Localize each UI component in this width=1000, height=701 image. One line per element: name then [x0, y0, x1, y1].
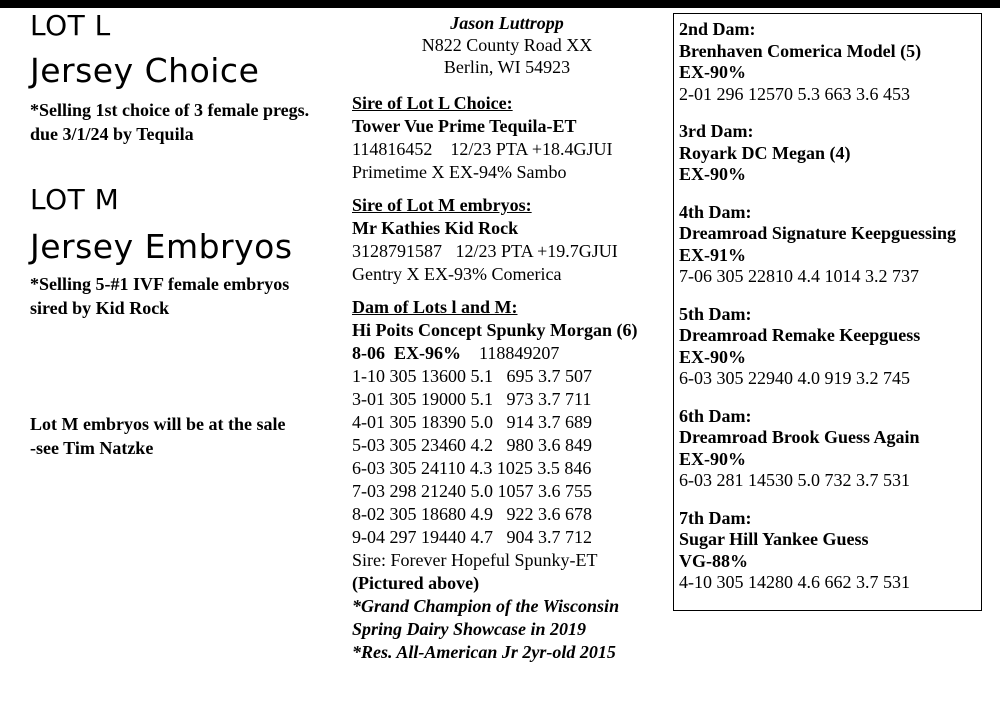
fifth-dam [679, 304, 976, 390]
sire-m-heading: Sire of Lot M embryos: [352, 195, 532, 215]
sire-l-pedigree: Primetime X EX-94% Sambo [352, 162, 567, 182]
dam-label: 7th Dam: [679, 507, 752, 528]
dam-score: EX-90% [679, 164, 746, 184]
sire-l-reg: 114816452 12/23 PTA +18.4GJUI [352, 139, 613, 159]
dam-sire: Sire: Forever Hopeful Spunky-ET [352, 550, 598, 570]
dam-record: 9-04 297 19440 4.7 904 3.7 712 [352, 527, 592, 547]
dam-score: EX-90% [679, 62, 746, 82]
sire-l-heading: Sire of Lot L Choice: [352, 93, 513, 113]
third-dam [679, 121, 976, 186]
maternal-line-box [673, 13, 982, 611]
dam-label: 2nd Dam: [679, 19, 756, 39]
dam-name: Sugar Hill Yankee Guess [679, 529, 869, 549]
dam-score-row [352, 342, 662, 365]
sire-m-reg: 3128791587 12/23 PTA +19.7GJUI [352, 241, 618, 261]
dam-record: 1-10 305 13600 5.1 695 3.7 507 [352, 366, 592, 386]
dam-record: 2-01 296 12570 5.3 663 3.6 453 [679, 83, 910, 104]
dam-record: 6-03 281 14530 5.0 732 3.7 531 [679, 470, 910, 490]
lot-m-subtitle: Jersey Embryos [30, 227, 293, 266]
dam-record: 8-02 305 18680 4.9 922 3.6 678 [352, 504, 592, 524]
dam-record: 7-03 298 21240 5.0 1057 3.6 755 [352, 481, 592, 501]
dam-name: Dreamroad Remake Keepguess [679, 325, 921, 345]
lot-m-note: Lot M embryos will be at the sale -see Tim Natzke [30, 414, 286, 458]
dam-record: 4-01 305 18390 5.0 914 3.7 689 [352, 412, 592, 432]
dam-honor-all-american: *Res. All-American Jr 2yr-old 2015 [352, 642, 616, 662]
lot-m-title: LOT M [30, 183, 120, 216]
dam-pictured: (Pictured above) [352, 573, 480, 593]
consignor-name: Jason Luttropp [450, 13, 564, 33]
dam-name: Royark DC Megan (4) [679, 142, 851, 163]
dam-name: Dreamroad Signature Keepguessing [679, 223, 957, 243]
dam-name: Brenhaven Comerica Model (5) [679, 40, 922, 61]
dam-label: 4th Dam: [679, 201, 752, 222]
lot-l-description: *Selling 1st choice of 3 female pregs. due 3/1/24 by Tequila [30, 100, 310, 144]
lot-m-description: *Selling 5-#1 IVF female embryos sired by Kid Rock [30, 274, 290, 318]
sire-l-name: Tower Vue Prime Tequila-ET [352, 116, 577, 136]
dam-score: 8-06 EX-96% [352, 343, 461, 363]
dam-score: EX-90% [679, 346, 746, 367]
dam-honor-grand-champion-cont: Spring Dairy Showcase in 2019 [352, 619, 587, 639]
second-dam [679, 19, 976, 105]
dam-name: Dreamroad Brook Guess Again [679, 427, 920, 447]
dam-label: 3rd Dam: [679, 121, 754, 141]
consignor-address: N822 County Road XX [421, 35, 593, 55]
sixth-dam [679, 406, 976, 492]
dam-record: 4-10 305 14280 4.6 662 3.7 531 [679, 572, 910, 592]
dam-name: Hi Poits Concept Spunky Morgan (6) [352, 320, 638, 340]
sire-m-pedigree: Gentry X EX-93% Comerica [352, 264, 562, 284]
dam-record: 3-01 305 19000 5.1 973 3.7 711 [352, 389, 592, 409]
lot-l-title: LOT L [30, 9, 111, 42]
dam-reg: 118849207 [479, 343, 560, 363]
dam-record: 7-06 305 22810 4.4 1014 3.2 737 [679, 266, 919, 286]
dam-score: EX-90% [679, 448, 746, 469]
dam-score: VG-88% [679, 550, 748, 571]
dam-honor-grand-champion: *Grand Champion of the Wisconsin [352, 596, 620, 616]
pedigree-column [352, 0, 662, 664]
sire-m-name: Mr Kathies Kid Rock [352, 218, 519, 238]
dam-record: 6-03 305 22940 4.0 919 3.2 745 [679, 368, 910, 388]
seventh-dam [679, 508, 976, 594]
lot-l-subtitle: Jersey Choice [30, 51, 260, 90]
dam-record: 5-03 305 23460 4.2 980 3.6 849 [352, 435, 592, 455]
dam-score: EX-91% [679, 244, 746, 265]
dam-label: 6th Dam: [679, 405, 752, 426]
dam-label: 5th Dam: [679, 303, 752, 324]
fourth-dam [679, 202, 976, 288]
dam-record: 6-03 305 24110 4.3 1025 3.5 846 [352, 458, 592, 478]
consignor-city: Berlin, WI 54923 [443, 57, 571, 77]
dam-heading: Dam of Lots l and M: [352, 297, 518, 317]
dam-records [352, 365, 662, 549]
